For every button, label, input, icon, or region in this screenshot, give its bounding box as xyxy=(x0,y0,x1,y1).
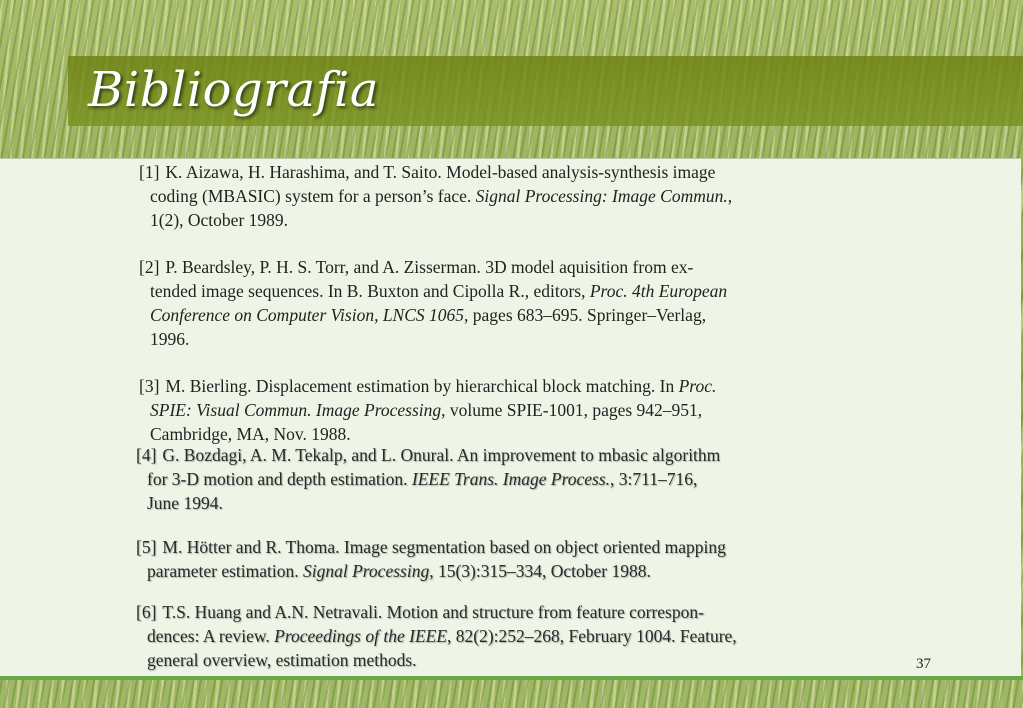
reference-number: [6] xyxy=(136,602,157,622)
reference-text: June 1994. xyxy=(147,493,223,513)
reference-text: , xyxy=(727,186,733,206)
reference-text: , volume SPIE-1001, pages 942–951, xyxy=(441,400,703,420)
reference-item xyxy=(139,255,858,351)
reference-number: [4] xyxy=(136,445,157,465)
reference-text: coding (MBASIC) system for a person’s face. xyxy=(150,186,476,206)
page-number: 37 xyxy=(916,656,931,672)
reference-venue: Proc. 4th European xyxy=(589,281,728,301)
reference-item xyxy=(139,374,858,446)
reference-text: , 3:711–716, xyxy=(610,469,698,489)
reference-item xyxy=(136,600,856,672)
reference-text: 1(2), October 1989. xyxy=(150,210,289,230)
reference-text: 1996. xyxy=(150,329,190,349)
reference-venue: Signal Processing: Image Commun. xyxy=(475,186,728,206)
reference-text: , 15(3):315–334, October 1988. xyxy=(429,561,651,581)
reference-text: G. Bozdagi, A. M. Tekalp, and L. Onural. An improvement to mbasic algorithm xyxy=(162,445,721,465)
reference-number: [2] xyxy=(139,257,160,277)
reference-text: , pages 683–695. Springer–Verlag, xyxy=(464,305,707,325)
reference-text: parameter estimation. xyxy=(147,561,303,581)
reference-text: tended image sequences. In B. Buxton and Cipolla R., editors, xyxy=(150,281,590,301)
reference-text: Cambridge, MA, Nov. 1988. xyxy=(150,424,351,444)
reference-text: M. Bierling. Displacement estimation by hierarchical block matching. In xyxy=(165,376,679,396)
reference-venue: Proceedings of the IEEE xyxy=(274,626,448,646)
slide-title: Bibliografia xyxy=(88,62,379,118)
reference-venue: Signal Processing xyxy=(302,561,430,581)
reference-number: [3] xyxy=(139,376,160,396)
reference-item xyxy=(136,535,856,583)
reference-item xyxy=(139,160,858,232)
bottom-divider xyxy=(0,676,1023,680)
reference-text: dences: A review. xyxy=(147,626,275,646)
reference-venue: IEEE Trans. Image Process. xyxy=(411,469,611,489)
reference-number: [1] xyxy=(139,162,160,182)
reference-text: P. Beardsley, P. H. S. Torr, and A. Zisserman. 3D model aquisition from ex- xyxy=(165,257,694,277)
reference-text: T.S. Huang and A.N. Netravali. Motion and structure from feature correspon- xyxy=(162,602,704,622)
reference-text: K. Aizawa, H. Harashima, and T. Saito. Model-based analysis-synthesis image xyxy=(165,162,716,182)
reference-venue: Conference on Computer Vision, LNCS 1065 xyxy=(150,305,465,325)
reference-venue: SPIE: Visual Commun. Image Processing xyxy=(150,400,442,420)
reference-text: M. Hötter and R. Thoma. Image segmentation based on object oriented mapping xyxy=(162,537,726,557)
reference-text: , 82(2):252–268, February 1004. Feature, xyxy=(447,626,737,646)
reference-text: general overview, estimation methods. xyxy=(147,650,417,670)
reference-number: [5] xyxy=(136,537,157,557)
reference-venue: Proc. xyxy=(678,376,717,396)
reference-item xyxy=(136,443,856,515)
reference-text: for 3-D motion and depth estimation. xyxy=(147,469,412,489)
